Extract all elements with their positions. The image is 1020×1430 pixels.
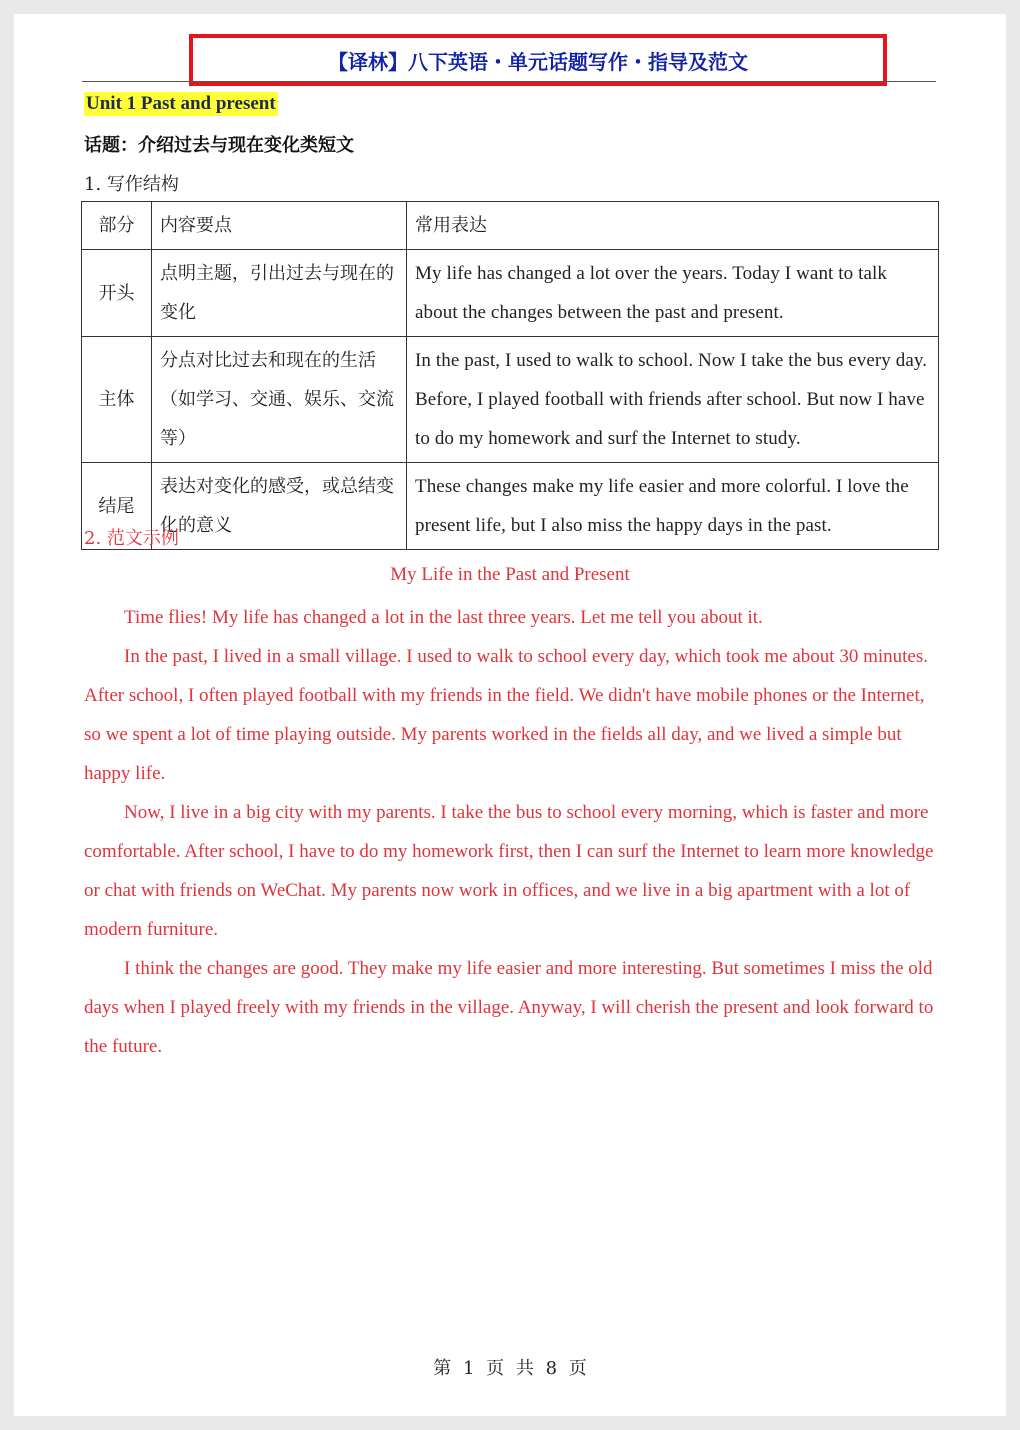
table-header-cell: 部分 (82, 202, 152, 250)
section-heading-sample: 2. 范文示例 (84, 528, 179, 549)
essay-paragraph: I think the changes are good. They make my life easier and more interesting. But sometimes I miss the old days when I played freely with my friends in the village. Anyway, I will cherish the present and look forward to the future. (84, 958, 934, 1057)
table-row (82, 463, 939, 550)
table-row (82, 250, 939, 337)
table-cell-part: 开头 (82, 250, 152, 337)
topic-heading: 话题：介绍过去与现在变化类短文 (84, 135, 354, 156)
essay-paragraph: Now, I live in a big city with my parents. I take the bus to school every morning, which is faster and more comfortable. After school, I have to do my homework first, then I can surf the Internet to learn more knowledge or chat with friends on WeChat. My parents now work in offices, and we live in a big apartment with a lot of modern furniture. (84, 802, 934, 940)
table-cell-expressions: These changes make my life easier and more colorful. I love the present life, but I also miss the happy days in the past. (407, 463, 939, 550)
table-cell-expressions: In the past, I used to walk to school. Now I take the bus every day. Before, I played football with friends after school. But now I have to do my homework and surf the Internet to study. (407, 337, 939, 463)
unit-title: Unit 1 Past and present (86, 93, 276, 114)
essay-paragraph: Time flies! My life has changed a lot in the last three years. Let me tell you about it. (124, 607, 763, 628)
table-header-row (82, 202, 939, 250)
table-cell-points: 点明主题，引出过去与现在的变化 (152, 250, 407, 337)
table-header-cell: 常用表达 (407, 202, 939, 250)
section-heading-structure: 1. 写作结构 (84, 174, 179, 195)
table-header-cell: 内容要点 (152, 202, 407, 250)
page-footer: 第 1 页 共 8 页 (433, 1358, 587, 1379)
writing-structure-table (81, 201, 939, 550)
table-cell-part: 结尾 (82, 463, 152, 550)
table-cell-part: 主体 (82, 337, 152, 463)
header-highlight-box (189, 34, 887, 86)
document-page (14, 14, 1006, 1416)
essay-body (84, 598, 939, 1066)
essay-paragraph: In the past, I lived in a small village. I used to walk to school every day, which took me about 30 minutes. After school, I often played football with my friends in the field. We didn't have mobile phones or the Internet, so we spent a lot of time playing outside. My parents worked in the fields all day, and we lived a simple but happy life. (84, 646, 928, 784)
header-divider (82, 81, 936, 82)
essay-title: My Life in the Past and Present (390, 564, 630, 585)
header-title: 【译林】八下英语・单元话题写作・指导及范文 (328, 50, 748, 74)
table-row (82, 337, 939, 463)
table-cell-points: 表达对变化的感受，或总结变化的意义 (152, 463, 407, 550)
table-cell-expressions: My life has changed a lot over the years. Today I want to talk about the changes between the past and present. (407, 250, 939, 337)
table-cell-points: 分点对比过去和现在的生活（如学习、交通、娱乐、交流等） (152, 337, 407, 463)
